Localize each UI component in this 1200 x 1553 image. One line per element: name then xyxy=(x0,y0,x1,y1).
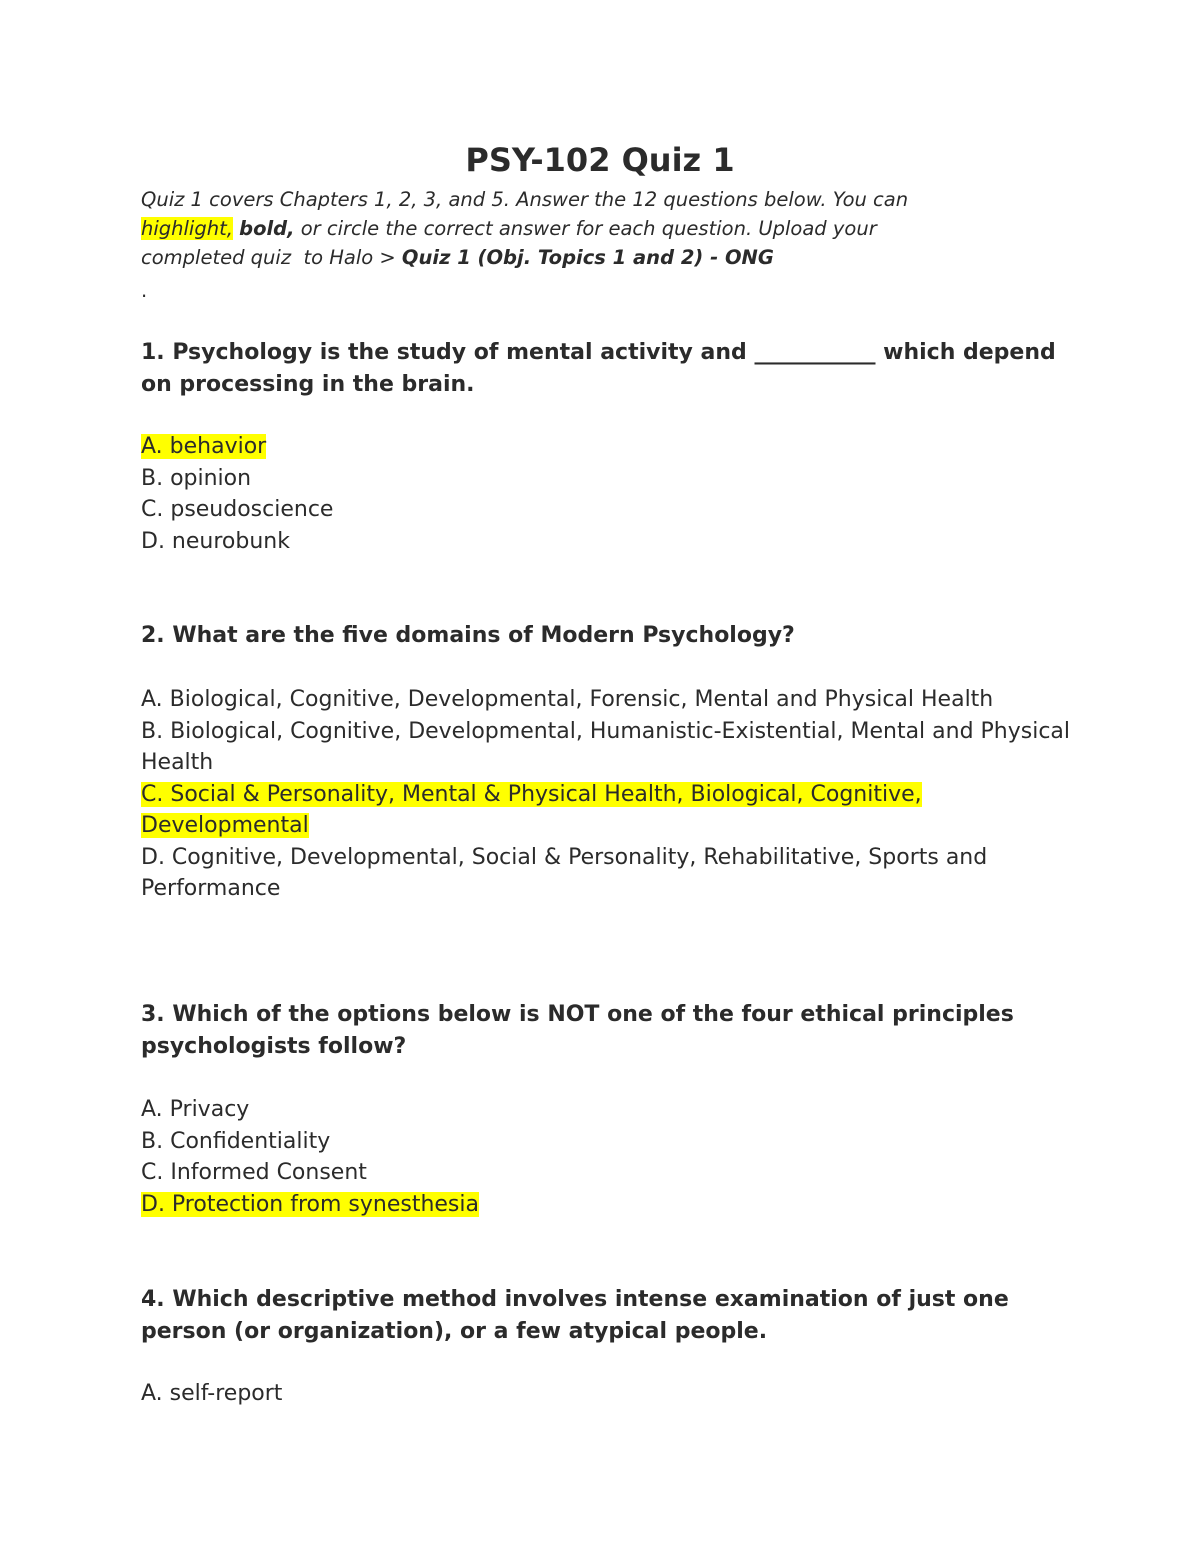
question-3: 3. Which of the options below is NOT one of the four ethical principles psychologists follow? xyxy=(141,1002,1014,1059)
question-2: 2. What are the five domains of Modern Psychology? xyxy=(141,623,795,648)
intro-paragraph xyxy=(141,185,1041,272)
q1-option-b[interactable]: B. opinion xyxy=(141,465,252,491)
q2-option-b-continued: Health xyxy=(141,750,214,775)
q3-option-d[interactable] xyxy=(141,1189,1071,1221)
q3-option-c[interactable]: C. Informed Consent xyxy=(141,1160,367,1185)
question-4-options xyxy=(141,1378,1071,1410)
intro-line-1: Quiz 1 covers Chapters 1, 2, 3, and 5. Answer the 12 questions below. You can xyxy=(141,188,909,211)
q3-option-a[interactable]: A. Privacy xyxy=(141,1097,250,1122)
q4-option-a[interactable]: A. self-report xyxy=(141,1381,283,1406)
question-4: 4. Which descriptive method involves intense examination of just one person (or organization), or a few atypical people. xyxy=(141,1287,1009,1344)
q2-option-d[interactable]: D. Cognitive, Developmental, Social & Personality, Rehabilitative, Sports and Performance xyxy=(141,844,988,901)
intro-line-2: or circle the correct answer for each question. Upload your xyxy=(294,217,877,240)
q2-option-c[interactable] xyxy=(141,779,1071,842)
q1-option-d[interactable]: D. neurobunk xyxy=(141,528,290,554)
intro-bold-word: bold, xyxy=(239,217,295,240)
intro-quiz-link-text: Quiz 1 (Obj. Topics 1 and 2) - ONG xyxy=(401,246,774,269)
question-3-options xyxy=(141,1094,1071,1220)
q3-option-b[interactable]: B. Confidentiality xyxy=(141,1128,331,1154)
q2-option-c-label: C. Social & Personality, Mental & Physical Health, Biological, Cognitive, Developmental xyxy=(141,781,922,838)
q2-option-b[interactable]: B. Biological, Cognitive, Developmental, Humanistic-Existential, Mental and Physical xyxy=(141,718,1071,744)
intro-highlight-word: highlight, xyxy=(141,217,233,240)
page-title: PSY-102 Quiz 1 xyxy=(465,141,735,179)
q1-option-a[interactable] xyxy=(141,431,1071,463)
question-1-options xyxy=(141,431,1071,557)
q1-option-c[interactable]: C. pseudoscience xyxy=(141,497,334,522)
question-2-options xyxy=(141,684,1071,905)
q3-option-d-label: D. Protection from synesthesia xyxy=(141,1191,479,1217)
question-1: 1. Psychology is the study of mental activity and ___________ which depend on processing in the brain. xyxy=(141,340,1056,397)
q1-option-a-label: A. behavior xyxy=(141,434,267,459)
trailing-dot: . xyxy=(141,279,148,302)
intro-line-3: completed quiz to Halo > xyxy=(141,246,402,269)
q2-option-a[interactable]: A. Biological, Cognitive, Developmental, Forensic, Mental and Physical Health xyxy=(141,687,994,712)
